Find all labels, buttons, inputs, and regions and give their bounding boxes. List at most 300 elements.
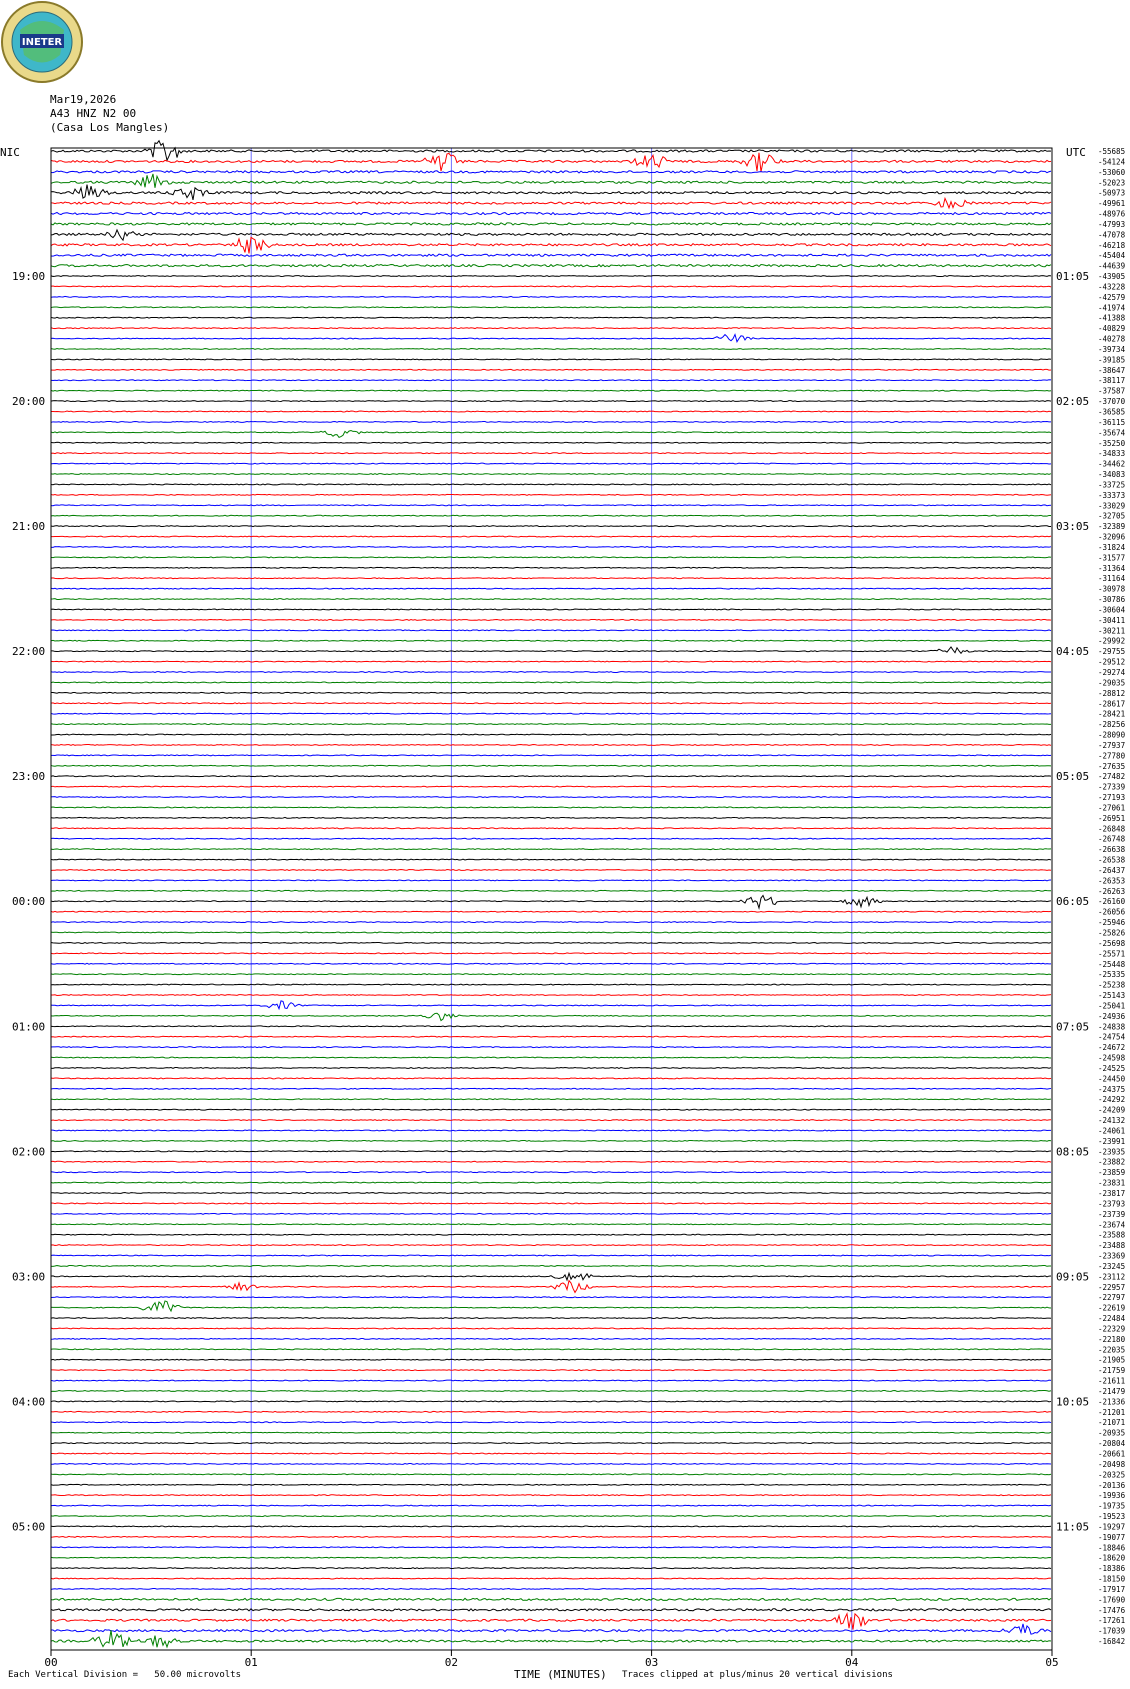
- trace-87: [51, 1057, 1051, 1058]
- station-site: (Casa Los Mangles): [50, 121, 170, 134]
- trace-67: [51, 849, 1051, 850]
- trace-value-18: -40278: [1098, 334, 1126, 344]
- scale-note: Each Vertical Division = 50.00 microvolts: [8, 1670, 241, 1680]
- trace-value-60: -27482: [1098, 772, 1126, 782]
- nic-hour-05:00: 05:00: [12, 1520, 46, 1534]
- trace-value-112: -22484: [1098, 1314, 1126, 1324]
- trace-value-44: -30604: [1098, 605, 1126, 615]
- trace-122: [51, 1422, 1051, 1423]
- trace-value-141: -17261: [1098, 1616, 1126, 1626]
- x-axis-title: TIME (MINUTES): [514, 1668, 607, 1681]
- trace-value-27: -35674: [1098, 428, 1126, 438]
- trace-value-10: -45404: [1098, 251, 1126, 261]
- trace-value-1: -54124: [1098, 157, 1126, 167]
- trace-120: [51, 1401, 1051, 1402]
- trace-108: [51, 1273, 1051, 1280]
- trace-13: [51, 286, 1051, 287]
- trace-11: [51, 265, 1051, 267]
- trace-value-117: -21759: [1098, 1366, 1126, 1376]
- trace-value-23: -37587: [1098, 386, 1126, 396]
- trace-85: [51, 1036, 1051, 1037]
- trace-value-115: -22035: [1098, 1345, 1126, 1355]
- trace-value-34: -33029: [1098, 501, 1126, 511]
- trace-value-108: -23112: [1098, 1272, 1126, 1282]
- trace-12: [51, 276, 1051, 277]
- trace-1: [51, 153, 1051, 172]
- trace-96: [51, 1151, 1051, 1152]
- trace-value-123: -20935: [1098, 1428, 1126, 1438]
- plot-frame: [51, 148, 1052, 1650]
- trace-10: [51, 254, 1051, 256]
- trace-65: [51, 828, 1051, 829]
- trace-value-120: -21336: [1098, 1397, 1126, 1407]
- trace-26: [51, 421, 1051, 422]
- trace-value-139: -17690: [1098, 1595, 1126, 1605]
- trace-value-17: -40829: [1098, 324, 1126, 334]
- nic-hour-19:00: 19:00: [12, 270, 46, 284]
- trace-value-50: -29274: [1098, 668, 1126, 677]
- trace-118: [51, 1380, 1051, 1381]
- trace-value-135: -18620: [1098, 1553, 1126, 1563]
- trace-2: [51, 171, 1051, 173]
- trace-29: [51, 453, 1051, 454]
- utc-hour-labels: [1056, 270, 1089, 1533]
- trace-value-59: -27635: [1098, 761, 1126, 771]
- trace-value-89: -24450: [1098, 1074, 1126, 1084]
- trace-42: [51, 588, 1051, 589]
- trace-value-40: -31364: [1098, 563, 1126, 573]
- trace-value-6: -48976: [1098, 209, 1126, 219]
- trace-value-109: -22957: [1098, 1282, 1126, 1292]
- trace-63: [51, 807, 1051, 808]
- trace-value-100: -23817: [1098, 1189, 1126, 1198]
- trace-value-25: -36585: [1098, 407, 1126, 417]
- nic-hour-00:00: 00:00: [12, 895, 46, 909]
- trace-value-4: -50973: [1098, 188, 1126, 198]
- trace-8: [51, 230, 1051, 240]
- trace-value-38: -31824: [1098, 542, 1126, 552]
- trace-value-30: -34462: [1098, 459, 1126, 469]
- trace-91: [51, 1099, 1051, 1100]
- trace-73: [51, 911, 1051, 912]
- x-tick-label-01: 01: [244, 1656, 258, 1669]
- x-tick-label-05: 05: [1045, 1656, 1059, 1669]
- trace-value-125: -20661: [1098, 1449, 1126, 1459]
- trace-78: [51, 963, 1051, 964]
- trace-21: [51, 369, 1051, 370]
- trace-39: [51, 557, 1051, 558]
- trace-value-113: -22329: [1098, 1324, 1126, 1334]
- trace-49: [51, 661, 1051, 662]
- utc-zone-label: UTC: [1066, 146, 1086, 159]
- trace-126: [51, 1463, 1051, 1464]
- trace-value-67: -26638: [1098, 845, 1126, 855]
- trace-20: [51, 359, 1051, 360]
- minute-grid: [251, 148, 852, 1650]
- trace-value-127: -20325: [1098, 1470, 1126, 1480]
- trace-value-114: -22180: [1098, 1334, 1126, 1344]
- nic-hour-02:00: 02:00: [12, 1145, 46, 1159]
- trace-value-20: -39185: [1098, 355, 1126, 365]
- trace-value-87: -24598: [1098, 1053, 1126, 1063]
- trace-value-107: -23245: [1098, 1261, 1126, 1271]
- trace-69: [51, 870, 1051, 871]
- trace-value-7: -47993: [1098, 219, 1126, 229]
- nic-hour-04:00: 04:00: [12, 1395, 46, 1409]
- trace-75: [51, 932, 1051, 933]
- trace-82: [51, 1001, 1051, 1009]
- trace-141: [51, 1614, 1051, 1630]
- trace-value-82: -25041: [1098, 1001, 1126, 1011]
- trace-66: [51, 838, 1051, 839]
- trace-116: [51, 1359, 1051, 1360]
- trace-135: [51, 1557, 1051, 1558]
- trace-115: [51, 1349, 1051, 1350]
- trace-94: [51, 1130, 1051, 1131]
- trace-6: [51, 212, 1051, 214]
- trace-64: [51, 817, 1051, 818]
- trace-value-33: -33373: [1098, 490, 1126, 500]
- trace-value-19: -39734: [1098, 344, 1126, 354]
- utc-hour-09:05: 09:05: [1056, 1270, 1090, 1284]
- trace-value-93: -24132: [1098, 1116, 1126, 1126]
- trace-95: [51, 1140, 1051, 1141]
- trace-value-86: -24672: [1098, 1043, 1126, 1053]
- trace-value-45: -30411: [1098, 615, 1126, 625]
- trace-value-0: -55685: [1098, 147, 1126, 156]
- trace-value-136: -18386: [1098, 1564, 1126, 1574]
- trace-68: [51, 859, 1051, 860]
- trace-value-55: -28256: [1098, 720, 1126, 730]
- trace-142: [51, 1624, 1051, 1634]
- trace-value-101: -23793: [1098, 1199, 1126, 1209]
- trace-value-37: -32096: [1098, 532, 1126, 542]
- trace-value-46: -30211: [1098, 626, 1126, 636]
- trace-105: [51, 1245, 1051, 1246]
- trace-value-95: -23991: [1098, 1136, 1126, 1146]
- trace-110: [51, 1297, 1051, 1298]
- trace-value-2: -53060: [1098, 167, 1126, 177]
- trace-102: [51, 1213, 1051, 1214]
- utc-hour-04:05: 04:05: [1056, 645, 1090, 659]
- utc-hour-06:05: 06:05: [1056, 895, 1090, 909]
- trace-53: [51, 703, 1051, 704]
- trace-value-126: -20498: [1098, 1459, 1126, 1469]
- nic-hour-labels: [12, 270, 45, 1533]
- trace-value-16: -41388: [1098, 313, 1126, 323]
- trace-value-103: -23674: [1098, 1220, 1126, 1230]
- trace-value-78: -25448: [1098, 959, 1126, 969]
- trace-value-92: -24209: [1098, 1105, 1126, 1115]
- trace-value-134: -18846: [1098, 1543, 1126, 1553]
- trace-103: [51, 1224, 1051, 1225]
- trace-124: [51, 1443, 1051, 1444]
- trace-value-97: -23882: [1098, 1157, 1126, 1167]
- trace-33: [51, 494, 1051, 495]
- trace-38: [51, 547, 1051, 548]
- trace-value-140: -17476: [1098, 1605, 1126, 1615]
- utc-hour-08:05: 08:05: [1056, 1145, 1090, 1159]
- trace-value-131: -19523: [1098, 1512, 1126, 1522]
- plot-date: Mar19,2026: [50, 93, 117, 106]
- utc-hour-11:05: 11:05: [1056, 1520, 1090, 1534]
- utc-hour-03:05: 03:05: [1056, 520, 1090, 534]
- trace-value-56: -28090: [1098, 730, 1126, 740]
- trace-value-62: -27193: [1098, 793, 1126, 803]
- trace-value-48: -29755: [1098, 647, 1126, 657]
- trace-52: [51, 692, 1051, 693]
- trace-value-130: -19735: [1098, 1501, 1126, 1511]
- trace-value-22: -38117: [1098, 376, 1126, 386]
- trace-22: [51, 380, 1051, 381]
- trace-77: [51, 953, 1051, 954]
- trace-45: [51, 619, 1051, 620]
- trace-43: [51, 599, 1051, 600]
- trace-112: [51, 1318, 1051, 1319]
- trace-101: [51, 1203, 1051, 1204]
- trace-19: [51, 349, 1051, 350]
- trace-47: [51, 640, 1051, 641]
- trace-value-111: -22619: [1098, 1303, 1126, 1313]
- trace-value-119: -21479: [1098, 1386, 1126, 1396]
- trace-value-73: -26056: [1098, 907, 1126, 917]
- trace-133: [51, 1536, 1051, 1537]
- trace-9: [51, 237, 1051, 253]
- utc-hour-07:05: 07:05: [1056, 1020, 1090, 1034]
- x-tick-label-03: 03: [644, 1656, 659, 1669]
- trace-value-77: -25571: [1098, 949, 1126, 959]
- trace-98: [51, 1172, 1051, 1173]
- trace-value-9: -46218: [1098, 240, 1126, 250]
- trace-value-39: -31577: [1098, 553, 1126, 563]
- trace-value-41: -31164: [1098, 574, 1126, 584]
- trace-value-8: -47078: [1098, 230, 1126, 240]
- trace-value-69: -26437: [1098, 865, 1126, 875]
- nic-hour-20:00: 20:00: [12, 395, 46, 409]
- trace-value-52: -28812: [1098, 688, 1126, 698]
- trace-24: [51, 401, 1051, 402]
- trace-84: [51, 1026, 1051, 1027]
- trace-121: [51, 1411, 1051, 1412]
- trace-value-15: -41974: [1098, 303, 1126, 313]
- trace-value-31: -34083: [1098, 470, 1126, 480]
- trace-4: [51, 185, 1051, 200]
- trace-74: [51, 922, 1051, 923]
- trace-100: [51, 1193, 1051, 1194]
- trace-16: [51, 317, 1051, 318]
- trace-132: [51, 1526, 1051, 1527]
- trace-57: [51, 744, 1051, 745]
- logo-text: INETER: [21, 37, 63, 48]
- trace-28: [51, 442, 1051, 443]
- trace-55: [51, 724, 1051, 725]
- trace-value-72: -26160: [1098, 897, 1126, 907]
- trace-value-143: -16842: [1098, 1637, 1126, 1647]
- trace-117: [51, 1370, 1051, 1371]
- trace-93: [51, 1120, 1051, 1121]
- trace-31: [51, 474, 1051, 475]
- trace-value-110: -22797: [1098, 1293, 1126, 1303]
- trace-value-128: -20136: [1098, 1480, 1126, 1490]
- trace-143: [51, 1630, 1051, 1647]
- utc-hour-05:05: 05:05: [1056, 770, 1090, 784]
- nic-hour-22:00: 22:00: [12, 645, 46, 659]
- trace-value-88: -24525: [1098, 1063, 1126, 1073]
- trace-128: [51, 1484, 1051, 1485]
- trace-value-98: -23859: [1098, 1168, 1126, 1178]
- trace-value-96: -23935: [1098, 1147, 1126, 1157]
- trace-36: [51, 526, 1051, 527]
- trace-value-76: -25698: [1098, 938, 1126, 948]
- trace-value-11: -44639: [1098, 261, 1126, 271]
- trace-value-142: -17039: [1098, 1626, 1126, 1636]
- trace-61: [51, 786, 1051, 787]
- trace-value-75: -25826: [1098, 928, 1126, 938]
- trace-value-54: -28421: [1098, 709, 1126, 719]
- x-tick-label-04: 04: [845, 1656, 859, 1669]
- trace-value-99: -23831: [1098, 1178, 1126, 1188]
- trace-129: [51, 1495, 1051, 1496]
- trace-86: [51, 1047, 1051, 1048]
- trace-value-104: -23588: [1098, 1230, 1126, 1240]
- trace-81: [51, 995, 1051, 996]
- trace-79: [51, 974, 1051, 975]
- trace-60: [51, 776, 1051, 777]
- trace-44: [51, 609, 1051, 610]
- trace-value-51: -29035: [1098, 678, 1126, 688]
- trace-130: [51, 1505, 1051, 1506]
- trace-value-124: -20804: [1098, 1439, 1126, 1449]
- trace-value-118: -21611: [1098, 1376, 1126, 1386]
- trace-41: [51, 578, 1051, 579]
- trace-127: [51, 1474, 1051, 1475]
- trace-48: [51, 647, 1051, 653]
- trace-value-24: -37070: [1098, 397, 1126, 407]
- trace-value-32: -33725: [1098, 480, 1126, 490]
- trace-value-26: -36115: [1098, 417, 1126, 427]
- trace-125: [51, 1453, 1051, 1454]
- trace-119: [51, 1391, 1051, 1392]
- station-code: A43 HNZ N2 00: [50, 107, 137, 120]
- trace-140: [51, 1609, 1051, 1611]
- trace-value-106: -23369: [1098, 1251, 1126, 1261]
- trace-50: [51, 672, 1051, 673]
- trace-value-94: -24061: [1098, 1126, 1126, 1136]
- trace-113: [51, 1328, 1051, 1329]
- trace-131: [51, 1516, 1051, 1517]
- trace-106: [51, 1255, 1051, 1256]
- trace-value-74: -25946: [1098, 918, 1126, 928]
- trace-value-36: -32389: [1098, 522, 1126, 532]
- utc-hour-10:05: 10:05: [1056, 1395, 1090, 1409]
- trace-value-137: -18150: [1098, 1574, 1126, 1584]
- trace-value-132: -19297: [1098, 1522, 1126, 1532]
- trace-value-133: -19077: [1098, 1532, 1126, 1542]
- trace-value-63: -27061: [1098, 803, 1126, 813]
- trace-56: [51, 734, 1051, 735]
- trace-value-81: -25143: [1098, 991, 1126, 1001]
- trace-134: [51, 1547, 1051, 1548]
- trace-111: [51, 1301, 1051, 1311]
- trace-14: [51, 296, 1051, 297]
- trace-137: [51, 1578, 1051, 1579]
- trace-value-70: -26353: [1098, 876, 1126, 886]
- trace-136: [51, 1568, 1051, 1569]
- trace-37: [51, 536, 1051, 537]
- trace-value-105: -23488: [1098, 1241, 1126, 1251]
- trace-value-58: -27780: [1098, 751, 1126, 761]
- trace-value-49: -29512: [1098, 657, 1126, 667]
- trace-value-42: -30978: [1098, 584, 1126, 594]
- trace-71: [51, 890, 1051, 891]
- nic-hour-23:00: 23:00: [12, 770, 46, 784]
- trace-35: [51, 515, 1051, 516]
- trace-value-13: -43228: [1098, 282, 1126, 292]
- trace-value-68: -26538: [1098, 855, 1126, 865]
- trace-123: [51, 1432, 1051, 1433]
- trace-109: [51, 1281, 1051, 1293]
- nic-zone-label: NIC: [0, 146, 20, 159]
- trace-value-21: -38647: [1098, 365, 1126, 375]
- trace-104: [51, 1234, 1051, 1235]
- trace-value-85: -24754: [1098, 1032, 1126, 1042]
- trace-23: [51, 390, 1051, 391]
- trace-value-43: -30786: [1098, 595, 1126, 605]
- trace-80: [51, 984, 1051, 985]
- trace-92: [51, 1109, 1051, 1110]
- trace-value-61: -27339: [1098, 782, 1126, 792]
- x-tick-label-02: 02: [444, 1656, 459, 1669]
- trace-46: [51, 630, 1051, 631]
- trace-value-71: -26263: [1098, 886, 1126, 896]
- trace-99: [51, 1182, 1051, 1183]
- nic-hour-21:00: 21:00: [12, 520, 46, 534]
- trace-value-65: -26848: [1098, 824, 1126, 834]
- x-tick-label-00: 00: [44, 1656, 58, 1669]
- nic-hour-03:00: 03:00: [12, 1270, 46, 1284]
- trace-97: [51, 1161, 1051, 1162]
- trace-17: [51, 328, 1051, 329]
- trace-value-66: -26748: [1098, 834, 1126, 844]
- clip-note: Traces clipped at plus/minus 20 vertical divisions: [622, 1670, 893, 1680]
- seismic-traces: [51, 141, 1051, 1647]
- trace-90: [51, 1088, 1051, 1089]
- trace-value-116: -21905: [1098, 1355, 1126, 1365]
- trace-32: [51, 484, 1051, 485]
- utc-hour-02:05: 02:05: [1056, 395, 1090, 409]
- trace-7: [51, 223, 1051, 225]
- trace-25: [51, 411, 1051, 412]
- trace-89: [51, 1078, 1051, 1079]
- trace-15: [51, 307, 1051, 308]
- trace-107: [51, 1265, 1051, 1266]
- trace-72: [51, 895, 1051, 908]
- x-axis-ticks: [44, 1650, 1058, 1669]
- trace-value-129: -19936: [1098, 1491, 1126, 1501]
- trace-value-80: -25238: [1098, 980, 1126, 990]
- trace-value-12: -43905: [1098, 272, 1126, 282]
- trace-70: [51, 880, 1051, 881]
- trace-value-90: -24375: [1098, 1084, 1126, 1094]
- utc-hour-01:05: 01:05: [1056, 270, 1090, 284]
- trace-value-57: -27937: [1098, 740, 1126, 750]
- trace-value-35: -32705: [1098, 511, 1126, 521]
- trace-value-labels: [1098, 147, 1126, 1646]
- trace-0: [51, 141, 1051, 161]
- trace-34: [51, 505, 1051, 506]
- trace-value-64: -26951: [1098, 813, 1126, 823]
- trace-value-83: -24936: [1098, 1011, 1126, 1021]
